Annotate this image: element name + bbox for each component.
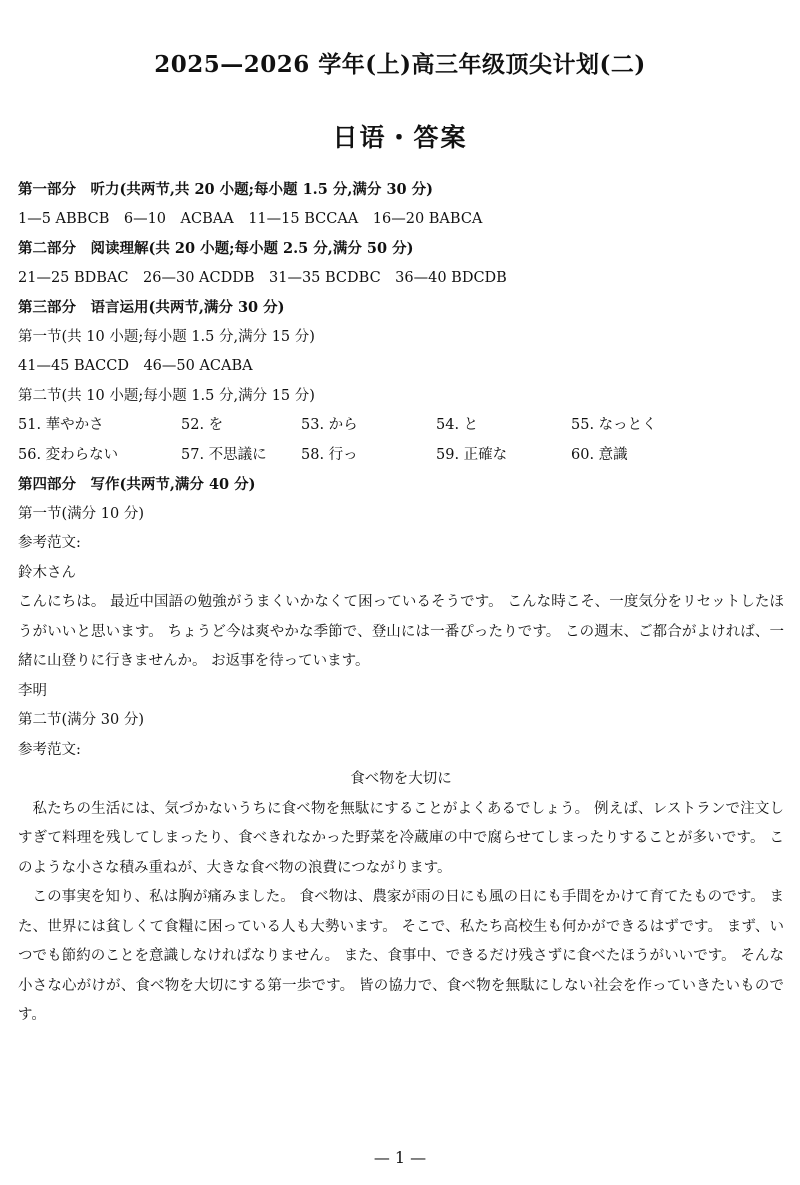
answer-57: 57. 不思議に xyxy=(181,446,267,463)
answer-55: 55. なっとく xyxy=(571,417,657,433)
answer-content xyxy=(18,175,784,1031)
reference-label: 参考范文: xyxy=(18,535,81,551)
answer-54: 54. と xyxy=(436,417,479,433)
part3-section1-heading: 第一节(共 10 小题;每小题 1.5 分,满分 15 分) xyxy=(18,328,315,345)
part1-answers: 1—5 ABBCB 6—10 ACBAA 11—15 BCCAA 16—20 BABCA xyxy=(18,210,483,227)
letter-recipient: 鈴木さん xyxy=(18,564,76,581)
part2-answers: 21—25 BDBAC 26—30 ACDDB 31—35 BCDBC 36—40 BDCDB xyxy=(18,269,507,286)
document-title: 2025—2026 学年(上)高三年级顶尖计划(二) xyxy=(154,51,646,78)
answer-row-51-55 xyxy=(18,411,784,441)
essay-paragraph: 私たちの生活には、気づかないうちに食べ物を無駄にすることがよくあるでしょう。 例えば、レストランで注文しすぎて料理を残してしまったり、食べきれなかった野菜を冷蔵庫の中で腐らせてしまったりすることが多いです。 このような小さな積み重ねが、大きな食べ物の浪費につながります。 xyxy=(18,800,784,876)
document-subtitle: 日语・答案 xyxy=(332,123,468,152)
part4-section1-heading: 第一节(满分 10 分) xyxy=(18,505,144,522)
answer-52: 52. を xyxy=(181,417,224,433)
page-number: — 1 — xyxy=(373,1148,427,1167)
part3-section1-answers: 41—45 BACCD 46—50 ACABA xyxy=(18,358,253,374)
part1-heading: 第一部分 听力(共两节,共 20 小题;每小题 1.5 分,满分 30 分) xyxy=(18,181,434,198)
answer-53: 53. から xyxy=(301,417,358,433)
letter-body: こんにちは。 最近中国語の勉強がうまくいかなくて困っているそうです。 こんな時こそ、一度気分をリセットしたほうがいいと思います。 ちょうど今は爽やかな季節で、登山には一番ぴったりです。 この週末、ご都合がよければ、一緒に山登りに行きませんか。 お返事を待っています。 xyxy=(18,594,784,669)
essay-paragraph: この事実を知り、私は胸が痛みました。 食べ物は、農家が雨の日にも風の日にも手間をかけて育てたものです。 また、世界には貧しくて食糧に困っている人も大勢います。 そこで、私たち高校生も何かができるはずです。 まず、いつでも節約のことを意識しなければなりません。 また、食事中、できるだけ残さずに食べたほうがいいです。 そんな小さな心がけが、食べ物を大切にする第一歩です。 皆の協力で、食べ物を無駄にしない社会を作っていきたいものです。 xyxy=(18,889,784,1023)
part2-heading: 第二部分 阅读理解(共 20 小题;每小题 2.5 分,满分 50 分) xyxy=(18,240,414,257)
essay-title: 食べ物を大切に xyxy=(350,771,452,787)
part4-heading: 第四部分 写作(共两节,满分 40 分) xyxy=(18,476,256,493)
part4-section2-heading: 第二节(满分 30 分) xyxy=(18,712,144,728)
answer-56: 56. 変わらない xyxy=(18,446,119,463)
answer-51: 51. 華やかさ xyxy=(18,417,104,433)
answer-60: 60. 意識 xyxy=(571,446,628,463)
answer-58: 58. 行っ xyxy=(301,446,358,463)
answer-59: 59. 正確な xyxy=(436,446,508,463)
reference-label: 参考范文: xyxy=(18,741,81,758)
letter-sender: 李明 xyxy=(18,682,47,699)
part3-heading: 第三部分 语言运用(共两节,满分 30 分) xyxy=(18,299,285,316)
answer-row-56-60 xyxy=(18,441,784,471)
part3-section2-heading: 第二节(共 10 小题;每小题 1.5 分,满分 15 分) xyxy=(18,387,315,404)
